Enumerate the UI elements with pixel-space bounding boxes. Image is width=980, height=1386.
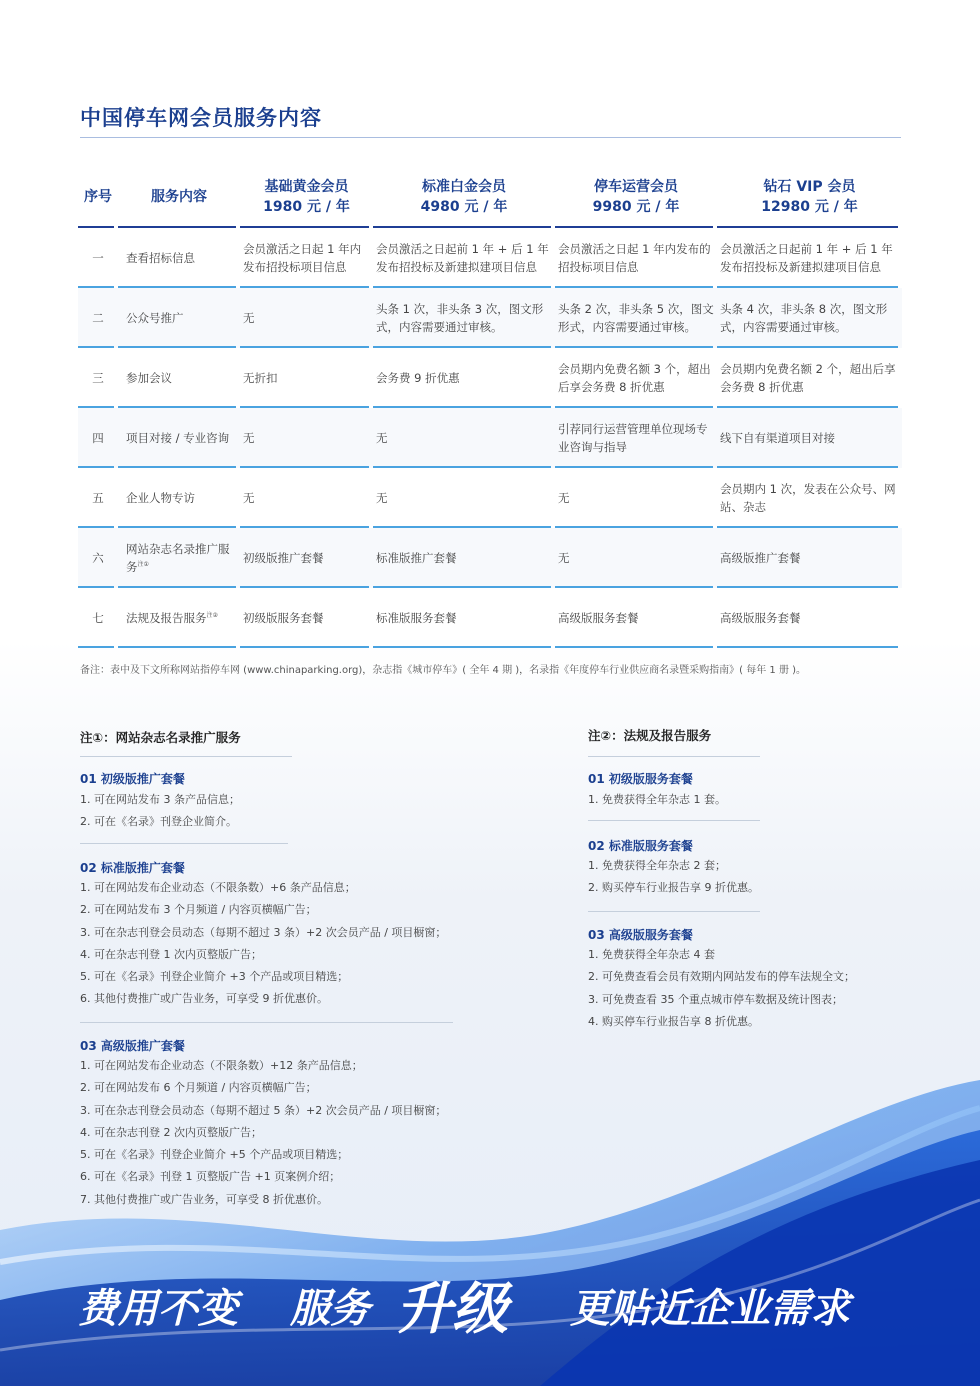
- tier-operator-cell-text: 无: [558, 491, 570, 505]
- tier-platinum-cell: [373, 228, 555, 288]
- table-row: [78, 468, 902, 528]
- tier-gold-cell-text: 无折扣: [243, 371, 278, 385]
- tier-diamond-price: 12980 元 / 年: [761, 198, 858, 215]
- tier-operator-cell-text: 头条 2 次，非头条 5 次，图文形式，内容需要通过审核。: [558, 302, 714, 334]
- slogan-part4: 更贴近企业需求: [570, 1286, 850, 1332]
- list-item: 1. 免费获得全年杂志 1 套。: [588, 793, 726, 806]
- row-number: [78, 588, 118, 648]
- tier-gold-cell: [240, 588, 373, 648]
- service-name-text: 查看招标信息: [126, 251, 195, 265]
- tier-gold-cell: [240, 468, 373, 528]
- tier-diamond-cell-text: 高级版服务套餐: [720, 611, 801, 625]
- tier-platinum-cell-text: 会务费 9 折优惠: [376, 371, 460, 385]
- list-item: 1. 可在网站发布 3 条产品信息；: [80, 793, 240, 806]
- table-row: [78, 228, 902, 288]
- tier-platinum-cell: [373, 468, 555, 528]
- service-name: [118, 588, 240, 648]
- tier-gold-cell-text: 无: [243, 311, 255, 325]
- tier-diamond-cell-text: 会员激活之日起前 1 年 + 后 1 年发布招投标及新建拟建项目信息: [720, 242, 893, 274]
- header-num: [78, 165, 118, 228]
- tier-gold-cell: [240, 288, 373, 348]
- note2-pkg2-list: [588, 855, 759, 900]
- tier-platinum-cell-text: 标准版服务套餐: [376, 611, 457, 625]
- slogan-part1: 费用不变: [78, 1286, 238, 1332]
- tier-gold-price: 1980 元 / 年: [263, 198, 350, 215]
- note1-pkg1-title: 01 初级版推广套餐: [80, 772, 185, 786]
- list-item: 1. 免费获得全年杂志 4 套: [588, 948, 715, 961]
- note2-pkg1-list: [588, 789, 726, 811]
- tier-diamond-cell-text: 会员期内免费名额 2 个，超出后享会务费 8 折优惠: [720, 362, 896, 394]
- table-header-row: [78, 165, 902, 228]
- tier-diamond-cell: [717, 228, 902, 288]
- note1-pkg2-title: 02 标准版推广套餐: [80, 861, 185, 875]
- note2-pkg3-title: 03 高级版服务套餐: [588, 928, 693, 942]
- note1-pkg1-list: [80, 789, 240, 834]
- note-reference: 注②: [206, 612, 218, 619]
- note1-pkg3-list: [80, 1055, 446, 1211]
- tier-platinum-cell-text: 标准版推广套餐: [376, 551, 457, 565]
- tier-platinum-cell-text: 头条 1 次，非头条 3 次，图文形式，内容需要通过审核。: [376, 302, 544, 334]
- title-divider: [80, 137, 901, 138]
- note2-pkg2-title: 02 标准版服务套餐: [588, 839, 693, 853]
- row-number: [78, 228, 118, 288]
- row-number: [78, 528, 118, 588]
- tier-operator-cell-text: 会员期内免费名额 3 个，超出后享会务费 8 折优惠: [558, 362, 711, 394]
- row-number: [78, 348, 118, 408]
- tier-diamond-cell-text: 会员期内 1 次，发表在公众号、网站、杂志: [720, 482, 896, 514]
- table-row: [78, 408, 902, 468]
- service-name-wrap: [126, 609, 218, 627]
- list-item: 3. 可在杂志刊登会员动态（每期不超过 3 条）+2 次会员产品 / 项目橱窗；: [80, 925, 447, 939]
- tier-diamond-cell: [717, 288, 902, 348]
- list-item: 1. 免费获得全年杂志 2 套；: [588, 859, 726, 872]
- tier-platinum-name: 标准白金会员: [422, 178, 506, 195]
- row-number-text: 一: [92, 251, 104, 265]
- tier-platinum-cell: [373, 408, 555, 468]
- tier-platinum-cell: [373, 588, 555, 648]
- note1-title: 注①：网站杂志名录推广服务: [80, 730, 241, 745]
- tier-gold-name: 基础黄金会员: [264, 178, 349, 195]
- note2-pkg-divider: [588, 820, 760, 821]
- table-footnote: 备注：表中及下文所称网站指停车网 (www.chinaparking.org)，杂志指《城市停车》( 全年 4 期 )，名录指《年度停车行业供应商名录暨采购指南》( 每年 1 册 )。: [80, 665, 807, 676]
- tier-diamond-name: 钻石 VIP 会员: [763, 178, 856, 195]
- list-item: 7. 其他付费推广或广告业务，可享受 8 折优惠价。: [80, 1192, 328, 1206]
- row-number-text: 四: [92, 431, 104, 445]
- tier-operator-cell-text: 无: [558, 551, 570, 565]
- slogan-banner: [78, 1276, 938, 1336]
- tier-diamond-cell: [717, 408, 902, 468]
- header-tier-platinum: [373, 165, 555, 228]
- page-title: 中国停车网会员服务内容: [80, 106, 322, 130]
- note1-pkg3-title: 03 高级版推广套餐: [80, 1039, 185, 1053]
- tier-diamond-cell-text: 头条 4 次，非头条 8 次，图文形式，内容需要通过审核。: [720, 302, 888, 334]
- tier-gold-cell-text: 初级版服务套餐: [243, 611, 324, 625]
- list-item: 6. 可在《名录》刊登 1 页整版广告 +1 页案例介绍；: [80, 1170, 341, 1184]
- table-body: [78, 228, 902, 648]
- list-item: 2. 可在《名录》刊登企业简介。: [80, 815, 237, 829]
- tier-gold-cell: [240, 528, 373, 588]
- tier-diamond-cell-text: 线下自有渠道项目对接: [720, 431, 835, 445]
- tier-platinum-cell: [373, 528, 555, 588]
- row-number: [78, 288, 118, 348]
- tier-gold-cell: [240, 228, 373, 288]
- slogan-part3: 升级: [396, 1277, 508, 1336]
- service-name: [118, 468, 240, 528]
- tier-operator-price: 9980 元 / 年: [592, 198, 680, 215]
- tier-gold-cell-text: 会员激活之日起 1 年内发布招投标项目信息: [243, 242, 362, 274]
- note2-divider: [588, 756, 760, 757]
- tier-platinum-price: 4980 元 / 年: [420, 198, 508, 215]
- header-num-label: 序号: [84, 188, 112, 205]
- list-item: 2. 可在网站发布 6 个月频道 / 内容页横幅广告；: [80, 1081, 317, 1095]
- note1-pkg2-list: [80, 877, 446, 1011]
- row-number-text: 六: [92, 551, 104, 565]
- row-number: [78, 468, 118, 528]
- list-item: 5. 可在《名录》刊登企业简介 +3 个产品或项目精选；: [80, 970, 349, 984]
- row-number-text: 三: [92, 371, 104, 385]
- service-name-text: 参加会议: [126, 371, 172, 385]
- membership-table: [78, 165, 902, 648]
- service-name-text: 网站杂志名录推广服务: [126, 542, 230, 574]
- table-row: [78, 288, 902, 348]
- note2-pkg3-list: [588, 944, 855, 1033]
- tier-operator-cell-text: 引荐同行运营管理单位现场专业咨询与指导: [558, 422, 708, 454]
- service-name: [118, 228, 240, 288]
- tier-diamond-cell: [717, 588, 902, 648]
- tier-diamond-cell: [717, 348, 902, 408]
- row-number: [78, 408, 118, 468]
- tier-operator-cell: [555, 468, 717, 528]
- tier-gold-cell: [240, 408, 373, 468]
- row-number-text: 五: [92, 491, 104, 505]
- list-item: 4. 可在杂志刊登 2 次内页整版广告；: [80, 1125, 262, 1139]
- service-name-text: 企业人物专访: [126, 491, 195, 505]
- tier-operator-cell: [555, 348, 717, 408]
- tier-operator-name: 停车运营会员: [594, 178, 678, 195]
- tier-operator-cell: [555, 288, 717, 348]
- tier-platinum-cell-text: 会员激活之日起前 1 年 + 后 1 年发布招投标及新建拟建项目信息: [376, 242, 549, 274]
- list-item: 2. 可在网站发布 3 个月频道 / 内容页横幅广告；: [80, 903, 317, 917]
- tier-operator-cell: [555, 228, 717, 288]
- service-name: [118, 348, 240, 408]
- tier-operator-cell-text: 会员激活之日起 1 年内发布的招投标项目信息: [558, 242, 711, 274]
- list-item: 1. 可在网站发布企业动态（不限条数）+12 条产品信息；: [80, 1059, 363, 1072]
- tier-operator-cell: [555, 408, 717, 468]
- list-item: 3. 可在杂志刊登会员动态（每期不超过 5 条）+2 次会员产品 / 项目橱窗；: [80, 1103, 447, 1117]
- header-tier-gold: [240, 165, 373, 228]
- tier-platinum-cell: [373, 348, 555, 408]
- list-item: 4. 购买停车行业报告享 8 折优惠。: [588, 1014, 759, 1028]
- tier-operator-cell-text: 高级版服务套餐: [558, 611, 639, 625]
- service-name-wrap: [126, 540, 238, 576]
- note1-pkg-divider: [80, 1022, 453, 1023]
- note1-pkg-divider: [80, 843, 288, 844]
- header-service-label: 服务内容: [151, 188, 207, 205]
- list-item: 2. 可免费查看会员有效期内网站发布的停车法规全文；: [588, 970, 855, 984]
- list-item: 4. 可在杂志刊登 1 次内页整版广告；: [80, 947, 262, 961]
- tier-operator-cell: [555, 528, 717, 588]
- service-name: [118, 528, 240, 588]
- service-name: [118, 288, 240, 348]
- row-number-text: 二: [92, 311, 104, 325]
- service-name-text: 法规及报告服务: [126, 611, 207, 625]
- service-name: [118, 408, 240, 468]
- note1-divider: [80, 756, 292, 757]
- list-item: 5. 可在《名录》刊登企业简介 +5 个产品或项目精选；: [80, 1148, 349, 1162]
- row-number-text: 七: [92, 611, 104, 625]
- tier-gold-cell-text: 无: [243, 431, 255, 445]
- list-item: 3. 可免费查看 35 个重点城市停车数据及统计图表；: [588, 992, 843, 1006]
- table-row: [78, 348, 902, 408]
- slogan-part2: 服务: [290, 1286, 370, 1332]
- tier-gold-cell: [240, 348, 373, 408]
- list-item: 6. 其他付费推广或广告业务，可享受 9 折优惠价。: [80, 992, 328, 1006]
- tier-diamond-cell: [717, 528, 902, 588]
- header-tier-diamond: [717, 165, 902, 228]
- tier-gold-cell-text: 无: [243, 491, 255, 505]
- list-item: 2. 购买停车行业报告享 9 折优惠。: [588, 881, 759, 895]
- table-row: [78, 588, 902, 648]
- list-item: 1. 可在网站发布企业动态（不限条数）+6 条产品信息；: [80, 881, 356, 894]
- note2-pkg1-title: 01 初级版服务套餐: [588, 772, 693, 786]
- header-service: [118, 165, 240, 228]
- tier-operator-cell: [555, 588, 717, 648]
- tier-gold-cell-text: 初级版推广套餐: [243, 551, 324, 565]
- tier-diamond-cell-text: 高级版推广套餐: [720, 551, 801, 565]
- header-tier-operator: [555, 165, 717, 228]
- note-reference: 注①: [137, 561, 149, 568]
- tier-platinum-cell-text: 无: [376, 431, 388, 445]
- service-name-text: 公众号推广: [126, 311, 184, 325]
- tier-platinum-cell-text: 无: [376, 491, 388, 505]
- table-row: [78, 528, 902, 588]
- tier-platinum-cell: [373, 288, 555, 348]
- tier-diamond-cell: [717, 468, 902, 528]
- service-name-text: 项目对接 / 专业咨询: [126, 431, 230, 445]
- note2-pkg-divider: [588, 911, 760, 912]
- note2-title: 注②：法规及报告服务: [588, 728, 712, 743]
